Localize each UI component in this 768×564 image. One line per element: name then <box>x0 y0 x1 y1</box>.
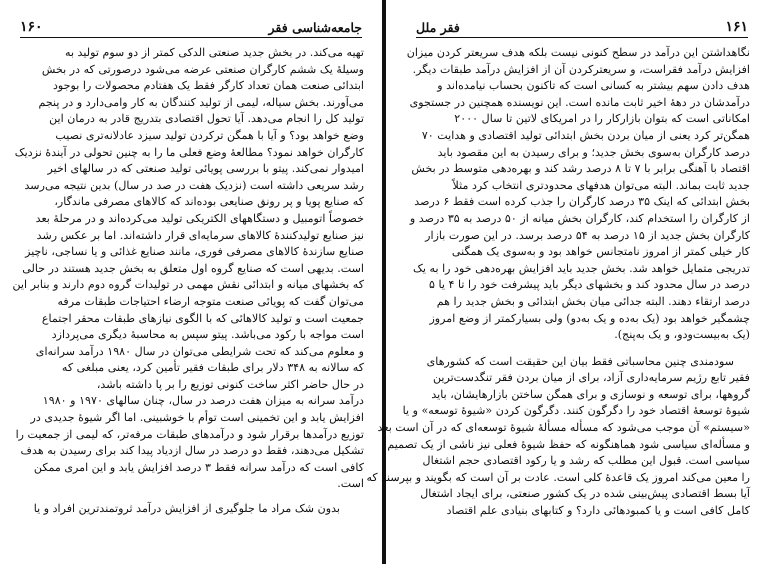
text-line: افزایش یابد و این تخمینی است توأم با خوشبینی. اما اگر شیوهٔ جدیدی در <box>30 411 364 425</box>
paragraph <box>406 45 750 344</box>
text-line: کارگران بخش جدید از ۱۵ درصد به ۵۴ درصد برسد. در این صورت بازار <box>425 228 750 242</box>
right-page <box>366 0 768 564</box>
right-page-number: ۱۶۱ <box>725 19 748 35</box>
text-line: رشد سریعی داشته است (نزدیک هفت در صد در سال) بدین نتیجه می‌رسد <box>24 178 364 192</box>
text-line: «سیستم» آن موجب می‌شود که مسأله مسألهٔ شیوهٔ توسعه‌ای که در آن است بعد <box>377 421 750 435</box>
text-line: که سالانه به ۳۴۸ دلار برای طبقات فقیر تأمین کرد، یعنی مبلغی که <box>61 361 364 375</box>
text-line: کار خیلی کمتر از امروز نامتجانس خواهد بود و به‌سوی یک همگنی <box>451 245 750 259</box>
text-line: کافی است که درآمد سرانه فقط ۳ درصد افزایش یابد و این امری ممکن <box>33 460 364 474</box>
text-line: کامل کافی است و یا کمبودهائی دارد؟ و کتابهای بنیادی علم اقتصاد <box>446 504 750 518</box>
paragraph <box>12 45 364 493</box>
paragraph-gap <box>412 344 750 354</box>
text-line: فقیر تابع رژیم سرمایه‌داری آزاد، برای از میان بردن فقر تنگدست‌ترین <box>432 371 750 385</box>
text-line: را معین می‌کند امروز یک قاعدهٔ کلی است. عادت بر آن است که بگویند و بپرسند که <box>366 470 750 484</box>
text-line: نیز صنایع تولیدکنندهٔ کالاهای سرمایه‌ای قرار داشته‌اند. اما بر عکس رشد <box>36 228 364 242</box>
text-line: است. <box>337 477 364 491</box>
text-line: و معلوم می‌کند که تحت شرایطی می‌توان در سال ۱۹۸۰ درآمد سرانه‌ای <box>35 344 364 358</box>
text-line: کارگران خواهد نمود؟ مطالعهٔ وضع فعلی ما را به چنین تحولی در آیندهٔ نزدیک <box>14 145 364 159</box>
text-line: سودمندی چنین محاسباتی فقط بیان این حقیقت است که کشورهای <box>426 354 734 368</box>
text-line: (یک به‌بیست‌ودو، و یک به‌پنج). <box>614 328 750 342</box>
text-line: بخش ابتدائی که اینک ۳۵ درصد کارگران را جذب کرده است فقط ۶ درصد <box>414 195 750 209</box>
text-line: جدید ثابت بماند. البته می‌توان هدفهای محدودتری انتخاب کرد مثلاً <box>452 178 750 192</box>
text-line: وضع خواهد بود؟ و آیا با همگن ترکردن تولید سیزد عادلانه‌تری نصیب <box>55 128 364 142</box>
text-line: هدف دادن سهم بیشتر به کسانی است که تاکنون بحساب نیامده‌اند و <box>437 79 750 93</box>
text-line: تهیه می‌کند. در بخش جدید صنعتی الدکی کمتر از دو سوم تولید به <box>65 46 364 59</box>
text-line: در حال حاضر اکثر ساخت کنونی توزیع را بر پا داشته باشد، <box>96 377 364 391</box>
text-line: شیوهٔ توسعهٔ اقتصاد خود را دگرگون کنند. دگرگون کردن «شیوهٔ توسعه» و یا <box>402 404 750 418</box>
text-line: نگاهداشتن این درآمد در سطح کنونی نیست بلکه هدف سریعتر کردن میزان <box>406 46 750 59</box>
text-line: ابتدائی صنعت همان تعداد کارگر فقط یک هفتادم محصولات را بوجود <box>52 79 364 93</box>
left-page-number: ۱۶۰ <box>20 19 43 35</box>
text-line: آیا بسط اقتصادی پیش‌بینی شده در یک کشور صنعتی، برای ایجاد اشتغال <box>420 487 750 501</box>
text-line: امکاناتی است که بتوان بازارکار را در امریکای لاتین تا سال ۲۰۰۰ <box>454 112 750 126</box>
text-line: درآمد سرانه به میزان هفت درصد در سال، چنان سالهای ۱۹۷۰ و ۱۹۸۰ <box>42 394 364 408</box>
text-line: می‌توان گفت که پویائی صنعت متوجه ارضاء احتیاجات طبقات مرفه <box>57 294 364 308</box>
text-line: که بخشهای میانه و ابتدائی نقش مهمی در تولیدات گروه دوم دارند و بنابر این <box>12 278 364 292</box>
text-line: توزیع درآمدها برقرار شود و درآمدهای طبقات مرفه‌تر، که لیمی از جمعیت را <box>15 427 364 441</box>
text-line: تشکیل می‌دهند، فقط دو درصد در سال ازدیاد پیدا کند برای رسیدن به هدف <box>20 444 364 458</box>
footnote: بدون شک مراد ما جلوگیری از افزایش درآمد ثروتمندترین افراد و یا <box>33 502 340 516</box>
text-line: صنایع سازندهٔ کالاهای مصرفی فوری، مانند صنایع غذائی و یا نساجی، ناچیز <box>25 245 364 259</box>
right-body-text <box>366 45 750 520</box>
text-line: اقتصاد با آهنگی برابر با ۷ تا ۸ درصد رشد کند و بهره‌دهی متوسط در بخش <box>411 162 750 176</box>
text-line: افزایش درآمد فقراست، و سریعترکردن آن از افزایش درآمد طبقات دیگر. <box>412 62 750 76</box>
text-line: جمعیت است و تولید کالاهائی که با الگوی نیازهای طبقات محقر اجتماع <box>41 311 364 325</box>
text-line: درصد ارتقاء دهند. البته جدائی میان بخش ابتدائی و بخش جدید را هم <box>436 294 750 308</box>
right-page-header <box>416 16 748 38</box>
text-line: است مواجه با رکود می‌باشد. پیتو سپس به محاسبهٔ دیگری می‌پردازد <box>51 328 364 342</box>
paragraph <box>366 354 750 520</box>
text-line: درصد کارگران به‌سوی بخش جدید؛ و برای رسیدن به این مقصود باید <box>437 145 750 159</box>
text-line: چشمگیر خواهد بود (یک به‌ده و یک به‌دو) ولی بسیارکمتر از وضع امروز <box>429 311 750 325</box>
text-line: وسیلهٔ یک ششم کارگران صنعتی عرضه می‌شود درصورتی که در بخش <box>41 62 364 76</box>
text-line: درصد در سال محدود کند و بخشهای دیگر باید پیشرفت خود را تا ۴ یا ۵ <box>429 278 750 292</box>
text-line: همگن‌تر کرد یعنی از میان بردن بخش ابتدائی تولید اقتصادی و هدایت ۷۰ <box>421 128 750 142</box>
text-line: است. بدیهی است که صنایع گروه اول متعلق به بخش جدید هستند در حالی <box>22 261 364 275</box>
text-line: امیدوار نمی‌کند. پیتو با بررسی پویائی تولید صنعتی که در سالهای اخیر <box>47 162 364 176</box>
text-line: تدریجی متمایل خواهد شد. بخش جدید باید افزایش بهره‌دهی خود را به یک <box>412 261 750 275</box>
text-line: خصوصاً اتومبیل و دستگاههای الکتریکی تولید می‌کرده‌اند و در مرحلهٔ بعد <box>35 211 364 225</box>
text-line: و مسأله‌ای سیاسی شود هماهنگونه که حفظ شیوهٔ فعلی نیز ناشی از یک تصمیم <box>387 437 750 451</box>
right-running-title: فقر ملل <box>416 20 460 35</box>
left-page <box>0 0 382 564</box>
text-line: درآمدشان در دههٔ اخیر ثابت مانده است. این نویسنده همچنین در جستجوی <box>409 95 750 109</box>
text-line: تولید کل را انجام می‌دهد. آیا تحول اقتصادی بتدریج قادر به درمان این <box>49 112 364 126</box>
left-page-header <box>20 16 362 38</box>
text-line: گروهها، برای توسعه و نوسازی و برای همگن ساختن بازارهایشان، باید <box>431 387 750 401</box>
text-line: از کارگران را استخدام کند، کارگران بخش میانه از ۵۰ درصد به ۳۵ درصد و <box>409 211 750 225</box>
left-running-title: جامعه‌شناسی فقر <box>268 20 362 35</box>
text-line: که صنایع پویا و پر رونق صنایعی بوده‌اند که کالاهای مصرفی ماندگار، <box>54 195 364 209</box>
text-line: می‌آورند. بخش سیاله، لیمی از تولید کنندگان به کار وامی‌دارد و در پنجم <box>38 95 364 109</box>
text-line: سیاسی است. قبول این مطلب که رشد و یا رکود اقتصادی حجم اشتغال <box>422 454 750 468</box>
left-body-text <box>12 45 364 518</box>
